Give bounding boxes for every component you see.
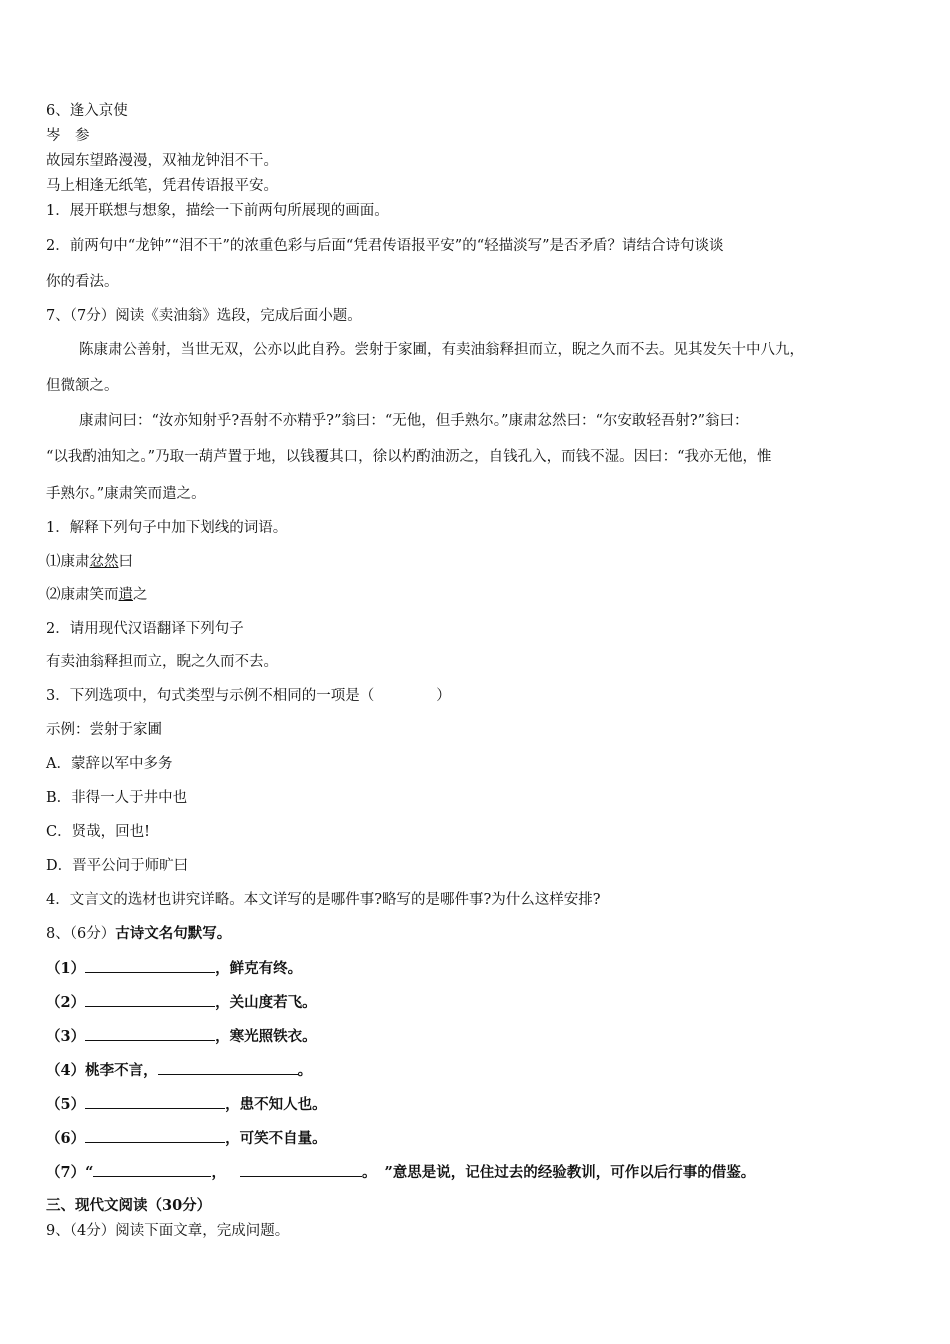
item-text: ，寒光照铁衣。 [215,1028,317,1045]
item1-prefix: ⑴康肃 [46,554,90,570]
q7-sub2-sentence: 有卖油翁释担而立，睨之久而不去。 [46,654,278,670]
item-text: ，鲜克有终。 [215,960,303,977]
item-text: ，可笑不自量。 [225,1130,327,1147]
q9-heading: 9、（4分）阅读下面文章，完成问题。 [46,1223,290,1239]
q6-heading: 6、逢入京使 [46,103,128,119]
item-text: （4）桃李不言， [46,1062,158,1079]
q7-sub1-item2 [46,585,148,605]
item-number: （5） [46,1096,86,1113]
answer-blank[interactable] [240,1162,362,1177]
passage-para1-line1: 陈康肃公善射，当世无双，公亦以此自矜。尝射于家圃，有卖油翁释担而立，睨之久而不去。见其发矢十中八九， [79,342,804,358]
option-a: A．蒙辞以军中多务 [46,756,173,772]
answer-blank[interactable] [158,1060,298,1075]
q7-example: 示例：尝射于家圃 [46,722,162,738]
item-number: （3） [46,1028,86,1045]
q8-heading-prefix: 8、（6分） [46,926,116,942]
item-number: （1） [46,960,86,977]
dictation-item-3 [46,1026,317,1047]
answer-blank[interactable] [85,958,215,973]
q8-heading-title: 古诗文名句默写。 [115,925,232,942]
item2-suffix: 之 [133,587,148,603]
q7-sub1: 1．解释下列句子中加下划线的词语。 [46,520,288,536]
poem-line-2: 马上相逢无纸笔，凭君传语报平安。 [46,178,278,194]
passage-para2-line1: 康肃问曰：“汝亦知射乎?吾射不亦精乎?”翁曰：“无他，但手熟尔。”康肃忿然曰：“尔安敢轻吾射?”翁曰： [79,413,749,429]
poem-line-1: 故园东望路漫漫，双袖龙钟泪不干。 [46,153,278,169]
q7-sub2: 2．请用现代汉语翻译下列句子 [46,621,244,637]
option-c: C．贤哉，回也! [46,824,150,840]
q6-sub1: 1．展开联想与想象，描绘一下前两句所展现的画面。 [46,203,389,219]
q7-heading: 7、（7分）阅读《卖油翁》选段，完成后面小题。 [46,308,362,324]
q7-sub3 [46,686,451,706]
q6-sub2-line1: 2．前两句中“龙钟”“泪不干”的浓重色彩与后面“凭君传语报平安”的“轻描淡写”是否矛盾？请结合诗句谈谈 [46,238,724,254]
item-text: ”意思是说，记住过去的经验教训，可作以后行事的借鉴。 [384,1164,756,1181]
option-b: B．非得一人于井中也 [46,790,188,806]
item2-prefix: ⑵康肃笑而 [46,587,119,603]
sub3-close: ） [436,688,451,704]
item1-suffix: 曰 [118,554,133,570]
dictation-item-5 [46,1094,327,1115]
item-number: （7）“ [46,1164,94,1181]
q8-heading [46,924,231,944]
dictation-item-2 [46,992,317,1013]
item-text: 。 [297,1062,313,1079]
sub3-stem: 3．下列选项中，句式类型与示例不相同的一项是（ [46,688,375,704]
answer-blank[interactable] [93,1162,211,1177]
item-text: 。 [361,1164,377,1181]
answer-blank[interactable] [85,992,215,1007]
option-d: D．晋平公问于师旷曰 [46,858,189,874]
poem-author: 岑 参 [46,128,90,144]
section-3-heading: 三、现代文阅读（30分） [46,1197,212,1214]
passage-para2-line2: “以我酌油知之。”乃取一葫芦置于地，以钱覆其口，徐以杓酌油沥之，自钱孔入，而钱不湿。因曰：“我亦无他，惟 [46,449,772,465]
q7-sub4: 4．文言文的选材也讲究详略。本文详写的是哪件事?略写的是哪件事?为什么这样安排? [46,892,601,908]
dictation-item-6 [46,1128,327,1149]
item-text: ，关山度若飞。 [215,994,317,1011]
item-number: （6） [46,1130,86,1147]
q6-sub2-line2: 你的看法。 [46,274,119,290]
dictation-item-1 [46,958,302,979]
passage-para1-line2: 但微颔之。 [46,378,119,394]
answer-blank[interactable] [85,1128,225,1143]
dictation-item-7 [46,1162,755,1183]
passage-para2-line3: 手熟尔。”康肃笑而遣之。 [46,486,206,502]
answer-blank[interactable] [85,1094,225,1109]
underlined-word: 遣 [118,587,133,603]
item-text: ，患不知人也。 [225,1096,327,1113]
item-number: （2） [46,994,86,1011]
underlined-word: 忿然 [89,554,119,570]
answer-blank[interactable] [85,1026,215,1041]
item-text: ， [211,1164,226,1181]
q7-sub1-item1 [46,552,133,572]
dictation-item-4 [46,1060,312,1081]
